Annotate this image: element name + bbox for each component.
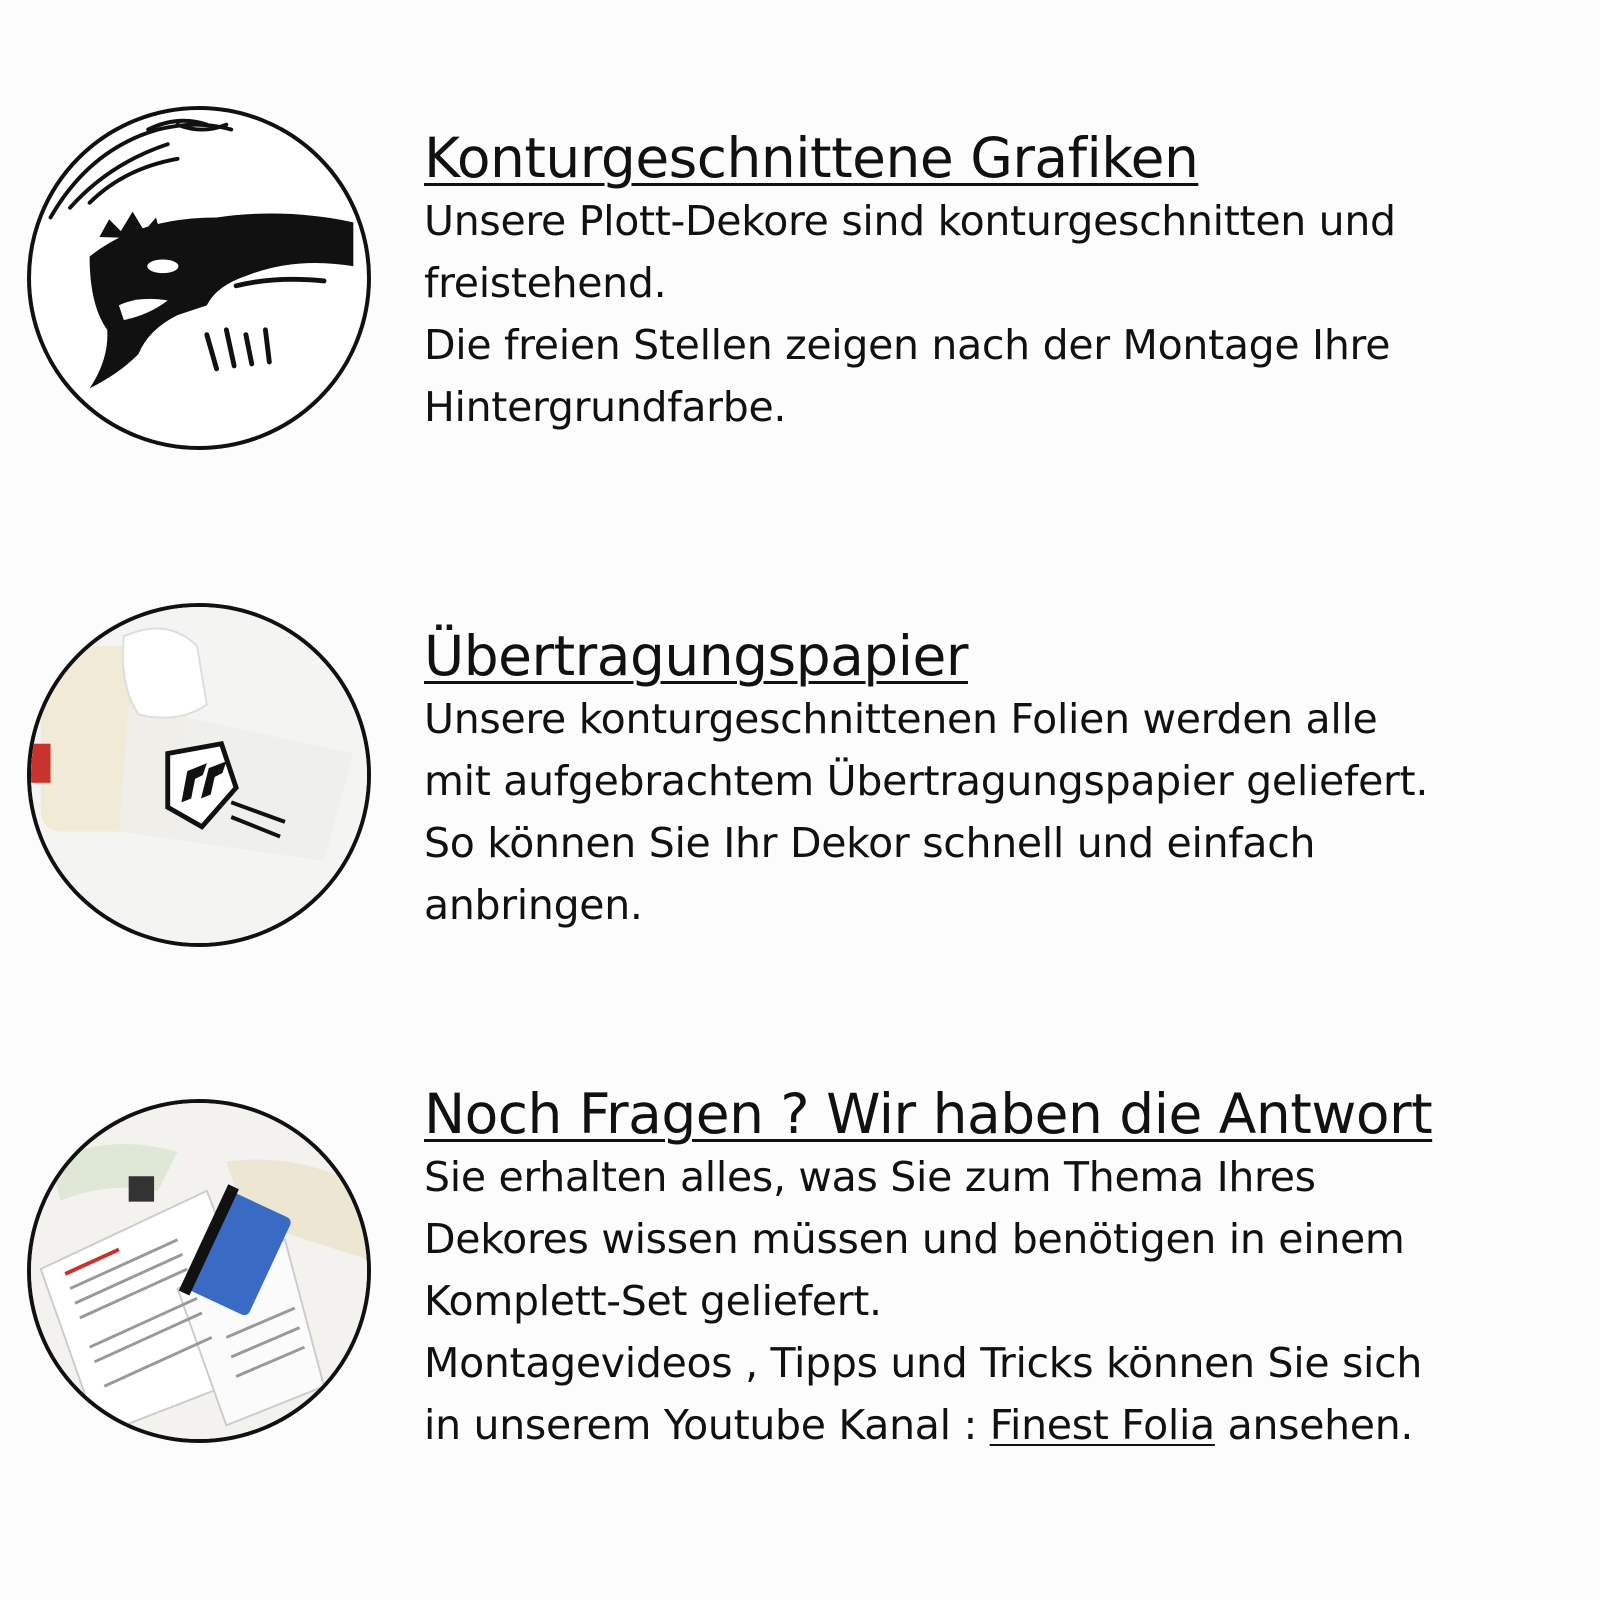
section-title: Noch Fragen ? Wir haben die Antwort	[424, 1082, 1433, 1146]
text-after-link: ansehen.	[1214, 1401, 1414, 1449]
text-line: anbringen.	[424, 881, 643, 929]
text-line: mit aufgebrachtem Übertragungspapier geliefert.	[424, 757, 1429, 805]
transfer-paper-icon	[27, 603, 371, 947]
text-line: Montagevideos , Tipps und Tricks können Sie sich	[424, 1339, 1423, 1387]
text-line: Unsere konturgeschnittenen Folien werden alle	[424, 695, 1378, 743]
section-text	[424, 624, 1584, 936]
text-before-link: in unserem Youtube Kanal :	[424, 1401, 990, 1449]
eagle-icon	[27, 106, 371, 450]
text-line: freistehend.	[424, 259, 667, 307]
text-line-youtube	[424, 1394, 1584, 1456]
text-line: Die freien Stellen zeigen nach der Montage Ihre	[424, 321, 1391, 369]
section-title: Übertragungspapier	[424, 624, 968, 688]
text-line: Hintergrundfarbe.	[424, 383, 787, 431]
text-line: Sie erhalten alles, was Sie zum Thema Ihres	[424, 1153, 1316, 1201]
text-line: Dekores wissen müssen und benötigen in einem	[424, 1215, 1405, 1263]
text-line: So können Sie Ihr Dekor schnell und einfach	[424, 819, 1316, 867]
section-text	[424, 1082, 1584, 1456]
section-text	[424, 126, 1584, 438]
instruction-set-icon	[27, 1099, 371, 1443]
text-line: Komplett-Set geliefert.	[424, 1277, 882, 1325]
text-line: Unsere Plott-Dekore sind konturgeschnitten und	[424, 197, 1396, 245]
section-title: Konturgeschnittene Grafiken	[424, 126, 1199, 190]
youtube-channel-link[interactable]: Finest Folia	[989, 1401, 1215, 1449]
